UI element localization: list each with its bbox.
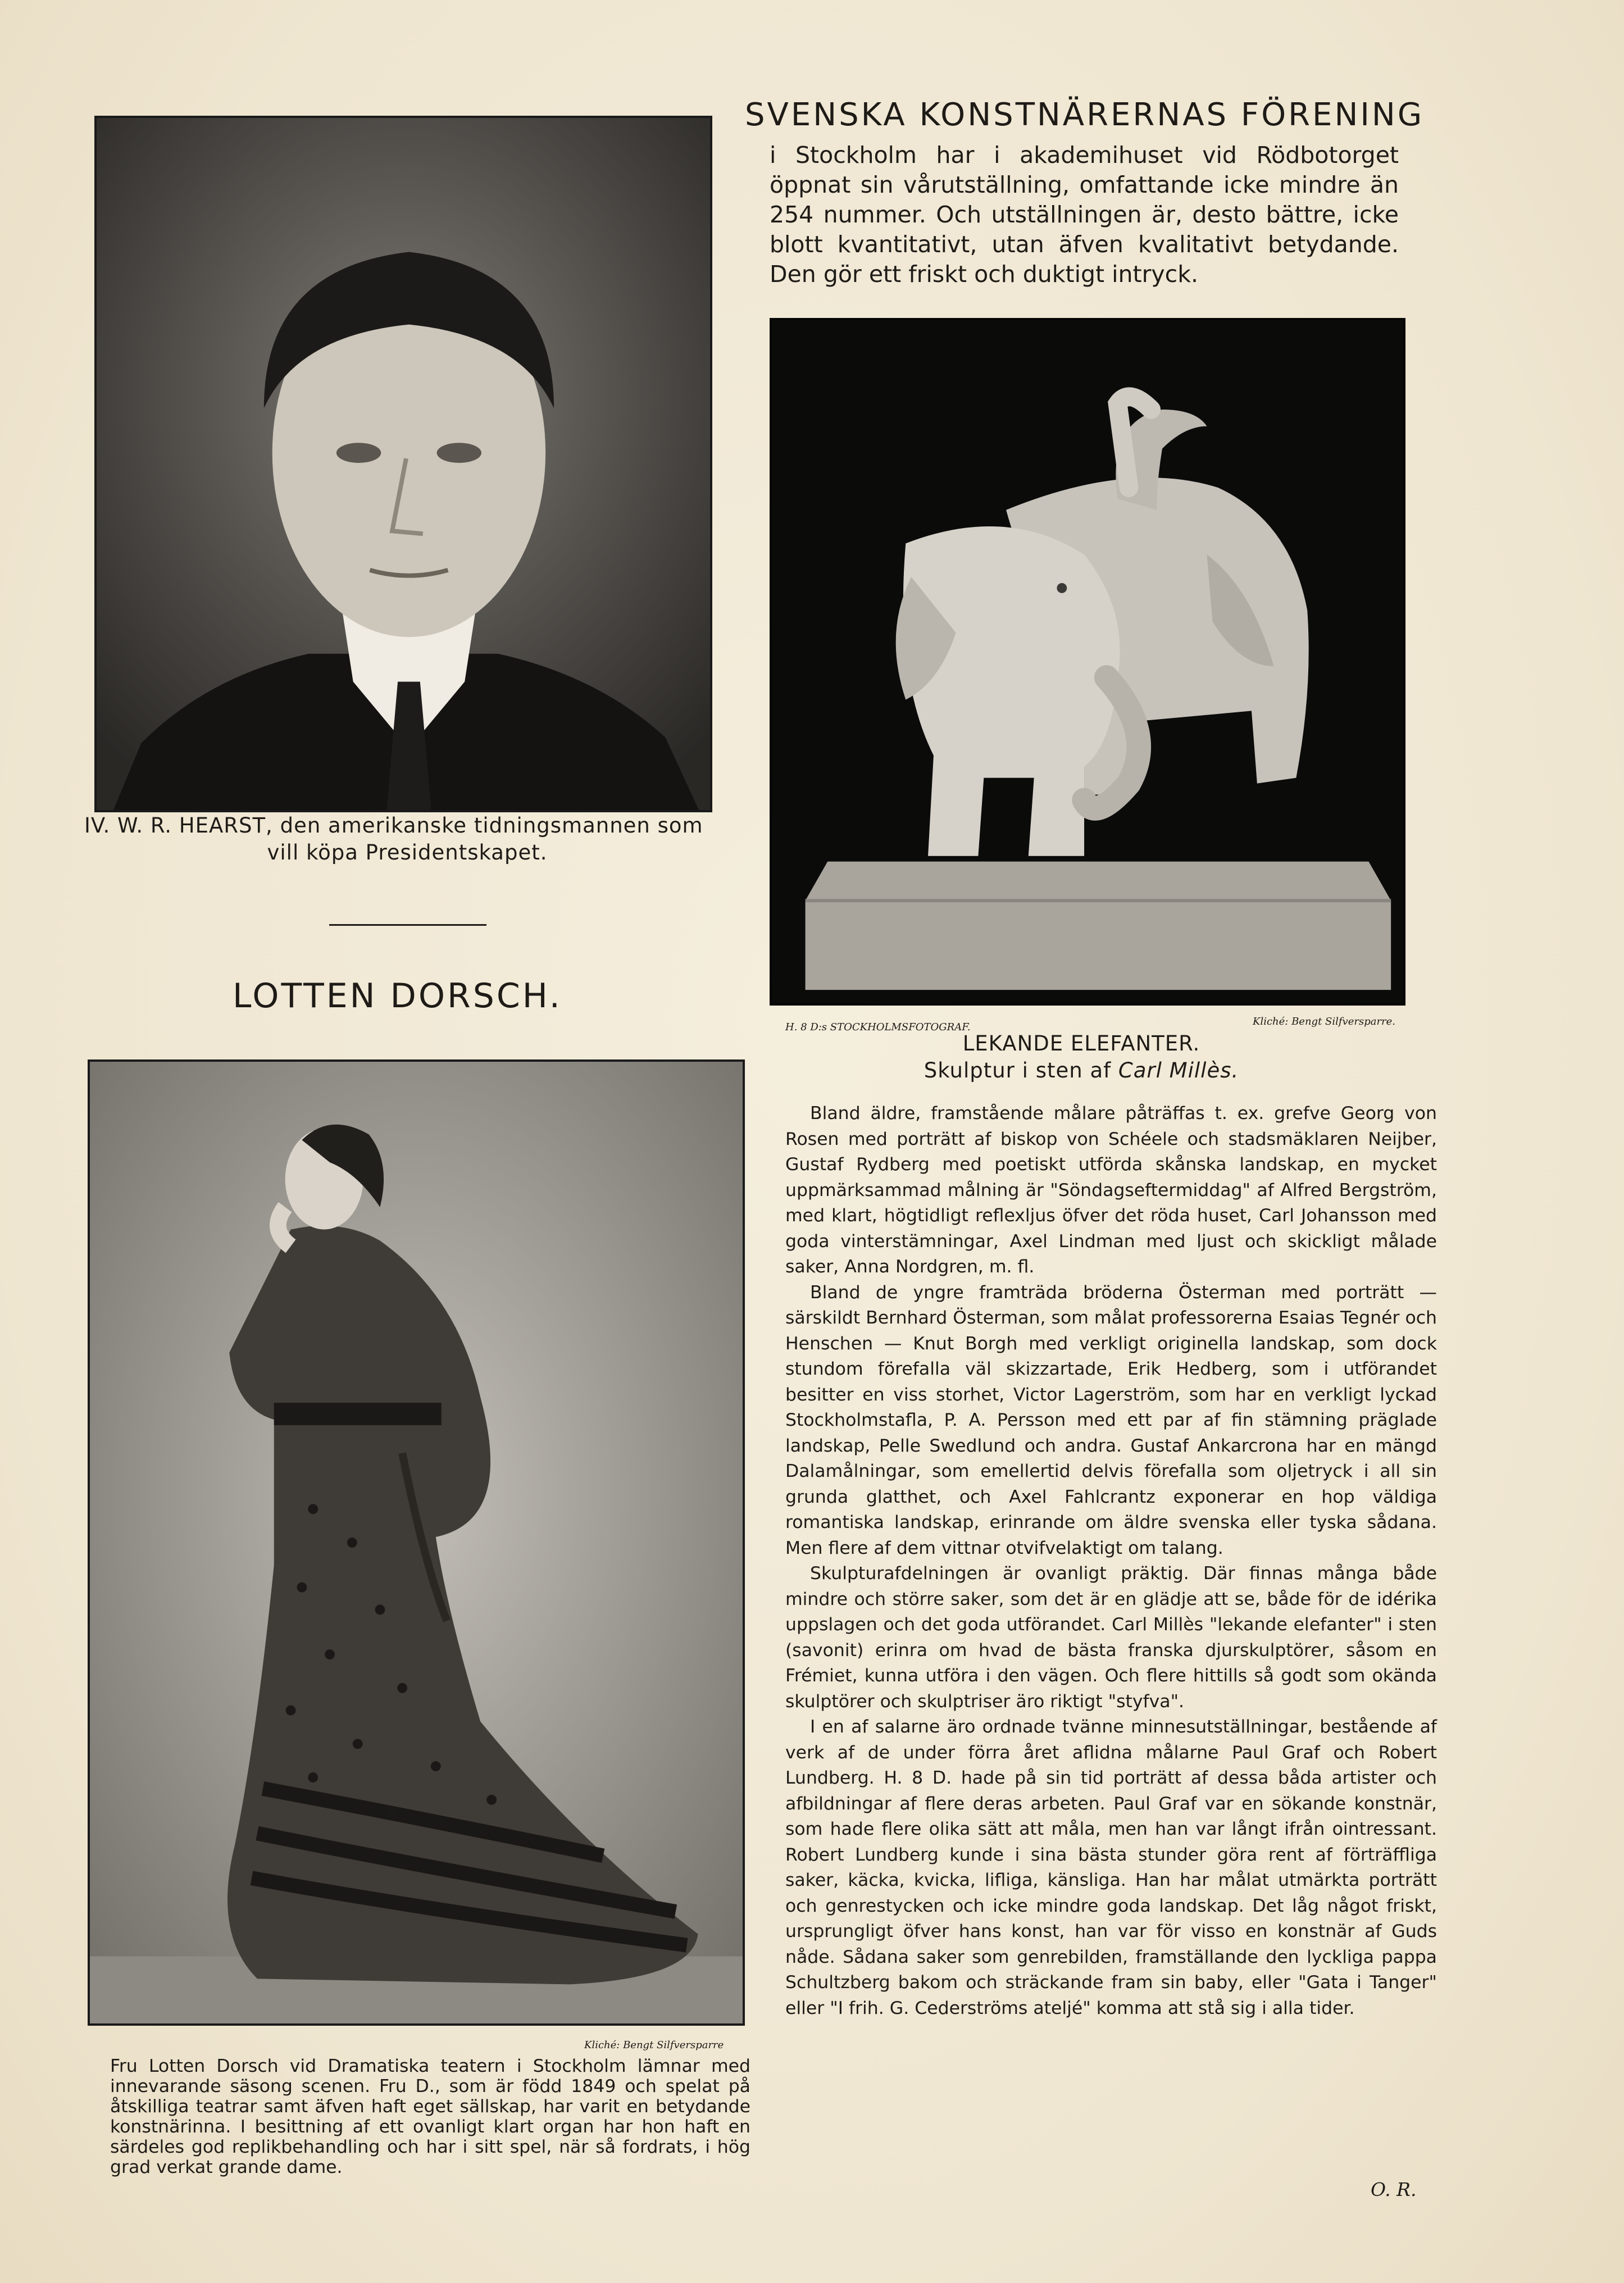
elephant-caption-subtitle: [798, 1057, 1365, 1084]
elephant-caption: [798, 1030, 1365, 1084]
forening-intro: i Stockholm har i akademihuset vid Rödbotorget öppnat sin vårutställning, omfattande icke mindre än 254 nummer. Och utställningen är, desto bättre, icke blott kvantitativt, utan äfven kvalitativt betydande. Den gör ett friskt och duktigt intryck.: [770, 142, 1399, 288]
hearst-portrait-photo: [94, 116, 712, 812]
article-paragraph: Bland de yngre framträda bröderna Österman med porträtt — särskildt Bernhard Österman, som målat professorerna Esaias Tegnér och Henschen — Knut Borgh med verkligt originella landskap, som dock stundom förefalla väl skizzartade, Erik Hedberg, som i utförandet besitter en viss storhet, Victor Lagerström, som har en verkligt lyckad Stockholmstafla, P. A. Persson med ett par af fin stämning präglade landskap, Pelle Swedlund och andra. Gustaf Ankarcrona har en mängd Dalamålningar, som emellertid delvis förefalla som oljetryck i all sin grunda glatthet, och Axel Fahlcrantz exponerar en hop väldiga romantiska landskap, erinrande om äldre svenska eller tyska sådana. Men flere af dem vittnar otvifvelaktigt om talang.: [785, 1282, 1437, 1558]
article-paragraph: I en af salarne äro ordnade tvänne minnesutställningar, bestående af verk af de under förra året aflidna målarne Paul Graf och Robert Lundberg. H. 8 D. hade på sin tid porträtt af dessa båda artister och afbildningar af flere deras arbeten. Paul Graf var en sökande konstnär, som hade flere olika sätt att måla, men han var långt ifrån ointressant. Robert Lundberg kunde i sina bästa stunder göra rent af förträffliga saker, käcka, kvicka, lifliga, känsliga. Han har målat utmärkta porträtt och genrestycken och icke mindre goda landskap. Det låg något friskt, ursprungligt öfver hans konst, han var för visso en konstnär af Guds nåde. Sådana saker som genrebilden, framställande den lyckliga pappa Schultzberg bakom och sträckande fram sin baby, eller "Gata i Tanger" eller "I frih. G. Cederströms ateljé" komma att stå sig i alla tider.: [785, 1717, 1437, 2018]
elephant-sculpture-photo: [770, 318, 1405, 1006]
article-signature: O. R.: [1371, 2179, 1417, 2200]
hearst-caption: [84, 812, 730, 866]
hearst-caption-line: vill köpa Presidentskapet.: [267, 840, 548, 865]
section-divider: [329, 924, 486, 926]
dorsch-heading: LOTTEN DORSCH.: [233, 976, 562, 1016]
lotten-dorsch-photo: [88, 1059, 745, 2026]
elephant-photo-credit-left: H. 8 D:s STOCKHOLMSFOTOGRAF.: [785, 1021, 971, 1033]
dorsch-description: Fru Lotten Dorsch vid Dramatiska teatern i Stockholm lämnar med innevarande säsong scenen. Fru D., som är född 1849 och spelat på åtskilliga teatrar samt äfven haft eget sällskap, har varit en betydande konstnärinna. I besittning af ett ovanligt klart organ har hon haft en särdeles god replikbehandling och har i sitt spel, när så fordrats, i hög grad verkat grande dame.: [110, 2056, 750, 2177]
article-paragraph: Skulpturafdelningen är ovanligt präktig. Där finnas många både mindre och större saker, som det är en glädje att se, både för de idérika uppslagen och det goda utförandet. Carl Millès "lekande elefanter" i sten (savonit) erinra om hvad de bästa franska djurskulptörer, såsom en Frémiet, kunna utföra i den vägen. Och flere hittills så godt som okända skulptörer och skulptriser äro riktigt "styfva".: [785, 1563, 1437, 1712]
dorsch-photo-credit: Kliché: Bengt Silfversparre: [584, 2039, 724, 2051]
article-paragraph: Bland äldre, framstående målare påträffas t. ex. grefve Georg von Rosen med porträtt af biskop von Schéele och stadsmäklaren Neijber, Gustaf Rydberg med poetiskt utförda skånska landskap, en mycket uppmärksammad målning är "Söndagseftermiddag" af Alfred Bergström, med klart, högtidligt reflexljus öfver det röda huset, Carl Johansson med goda vinterstämningar, Axel Lindman med ljust och skickligt målade saker, Anna Nordgren, m. fl.: [785, 1103, 1437, 1277]
elephant-caption-artist: Carl Millès.: [1118, 1058, 1239, 1083]
elephant-caption-title: LEKANDE ELEFANTER.: [962, 1031, 1200, 1056]
elephant-caption-subtitle-text: Skulptur i sten af: [924, 1058, 1112, 1083]
forening-heading: SVENSKA KONSTNÄRERNAS FÖRENING: [745, 97, 1425, 133]
hearst-caption-line: IV. W. R. HEARST, den amerikanske tidningsmannen som: [84, 813, 703, 838]
article-body: [785, 1101, 1437, 2021]
elephant-photo-credit-right: Kliché: Bengt Silfversparre.: [1253, 1016, 1396, 1027]
